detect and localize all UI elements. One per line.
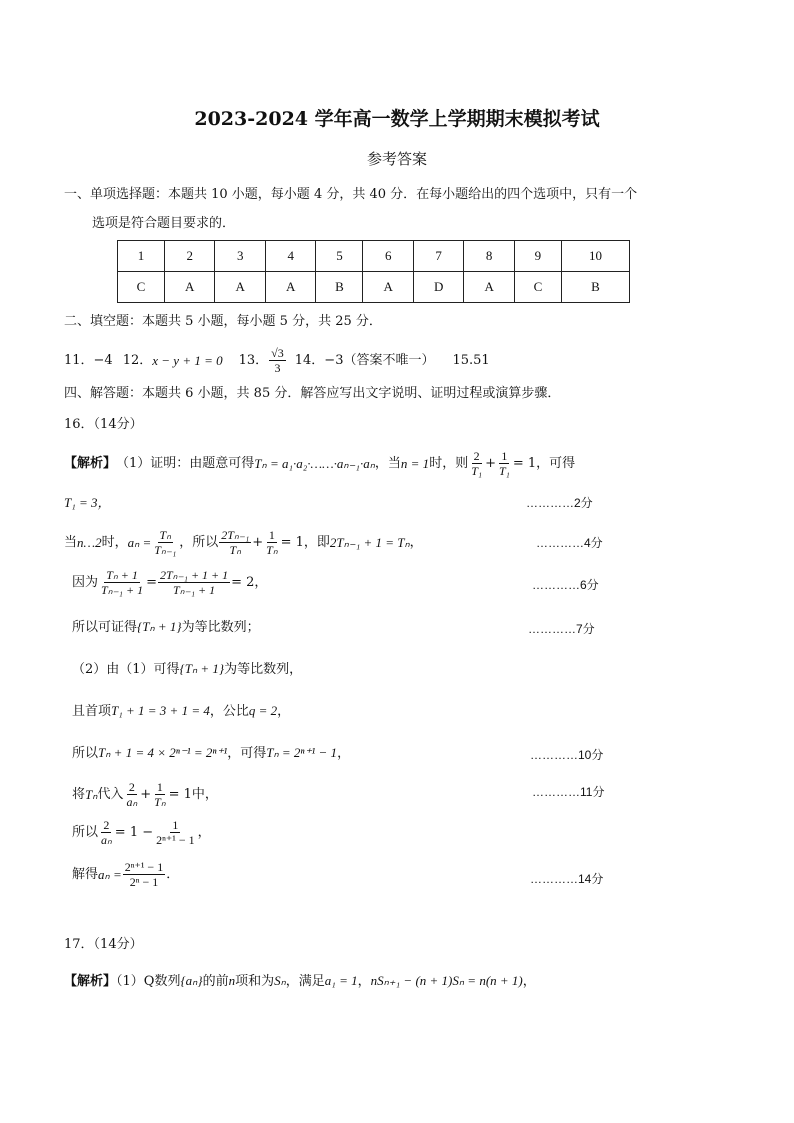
fraction	[152, 780, 167, 809]
table-cell-answer: C	[514, 272, 561, 303]
text: = 2，	[231, 574, 268, 590]
table-cell-answer: A	[215, 272, 265, 303]
fraction	[219, 528, 251, 557]
answer-13-fraction	[269, 346, 286, 375]
page-subtitle: 参考答案	[366, 150, 427, 168]
fill-in-answers	[64, 346, 490, 375]
fraction-numerator: √3	[271, 346, 284, 360]
score-marker: …………10分	[530, 748, 604, 762]
problem16-line9: 将 Tₙ 代入 $\frac{2}{\text{aₙ}}$ + $\frac{1}{\text{Tₙ}}$ = 1中，	[72, 780, 218, 809]
fraction-denominator: T₁	[471, 464, 483, 478]
equation: aₙ =	[98, 866, 122, 882]
text: 时，	[101, 534, 128, 550]
section1-heading	[64, 186, 637, 204]
fraction-denominator: Tₙ₋₁ + 1	[101, 583, 144, 597]
problem16-line6	[72, 660, 302, 679]
score-marker: …………7分	[528, 622, 595, 636]
fraction	[469, 449, 484, 478]
answer-table	[117, 240, 630, 303]
equation: q = 2	[248, 703, 278, 718]
fraction	[154, 818, 196, 847]
problem16-line11	[72, 860, 179, 889]
fraction-numerator: 1	[501, 449, 508, 463]
section1-heading-line2: 选项是符合题目要求的．	[92, 216, 236, 231]
score-marker: …………11分	[532, 785, 605, 799]
fraction	[264, 528, 279, 557]
fraction	[158, 568, 230, 597]
text: （1）证明：由题意可得	[116, 455, 255, 471]
problem16-line7	[72, 702, 290, 721]
text: 项和为	[235, 974, 275, 989]
table-cell-answer: D	[413, 272, 463, 303]
fraction-numerator: Tₙ + 1	[106, 568, 138, 582]
answer-12-label: 12．	[122, 352, 153, 368]
fraction	[152, 528, 178, 557]
section2-heading: 二、填空题：本题共 5 小题，每小题 5 分，共 25 分．	[64, 314, 382, 329]
score-marker: …………6分	[532, 578, 599, 592]
table-cell-number: 4	[265, 241, 315, 272]
equation: n…2	[77, 534, 102, 550]
fraction-denominator: 2ⁿ − 1	[129, 875, 159, 889]
equation: Tₙ = a₁·a₂·……·aₙ₋₁·aₙ	[254, 455, 375, 471]
equation: Sₙ	[274, 973, 286, 988]
score-marker: …………4分	[536, 536, 603, 550]
table-cell-number: 8	[464, 241, 514, 272]
fraction-numerator: 2Tₙ₋₁	[221, 528, 250, 542]
problem16-line1: 【解析】 （1）证明：由题意可得 Tₙ = a₁·a₂·……·aₙ₋₁·aₙ ，当 n = 1 时，则 $\frac{2}{\text{T₁}}$ + $\frac{1}{\text{T₁}}$ = 1，可得	[64, 449, 576, 478]
text: 所以可证得	[72, 620, 138, 635]
table-cell-number: 6	[363, 241, 413, 272]
answer-table-answer-row	[118, 272, 630, 303]
text: 且首项	[72, 704, 112, 719]
text: （2）由（1）可得	[72, 662, 180, 677]
text: = 1中，	[168, 786, 218, 802]
text: 时，则	[429, 455, 469, 471]
problem16-line2: T₁ = 3，	[64, 495, 111, 510]
table-cell-answer: B	[561, 272, 629, 303]
problem16-header: 16．（14分）	[64, 417, 143, 432]
text: 所以	[72, 824, 99, 840]
problem16-line8	[72, 744, 350, 763]
table-cell-number: 9	[514, 241, 561, 272]
text: ，可得	[227, 746, 267, 761]
text: ，	[409, 534, 423, 550]
answer-15: 15.51	[452, 352, 490, 368]
text: ，满足	[285, 974, 325, 989]
text: ，	[337, 746, 351, 761]
equation: {Tₙ + 1}	[137, 619, 182, 634]
text: ，所以	[179, 534, 219, 550]
text: ，	[357, 974, 371, 989]
fraction-denominator: Tₙ	[229, 543, 241, 557]
fraction	[99, 818, 114, 847]
fraction-numerator: Tₙ	[159, 528, 172, 542]
text: 将	[72, 786, 86, 802]
analysis-tag: 【解析】	[64, 455, 117, 471]
table-cell-answer: A	[464, 272, 514, 303]
fraction-numerator: 2	[103, 818, 110, 832]
table-cell-answer: A	[363, 272, 413, 303]
answer-table-number-row	[118, 241, 630, 272]
equation: T₁ + 1 = 3 + 1 = 4	[111, 703, 210, 718]
page-title: 2023-2024 学年高一数学上学期期末模拟考试	[194, 108, 600, 130]
answer-13-label: 13．	[238, 352, 269, 368]
equation: Tₙ + 1 = 4 × 2ⁿ⁻¹ = 2ⁿ⁺¹	[98, 745, 228, 760]
fraction-denominator: 3	[274, 361, 281, 375]
text: = 1，可得	[512, 455, 576, 471]
equation: Tₙ = 2ⁿ⁺¹ − 1	[266, 745, 338, 760]
text: 解得	[72, 866, 99, 882]
text: 当	[64, 534, 78, 550]
text: （1）	[116, 974, 144, 989]
text: ，公比	[209, 704, 249, 719]
fraction-numerator: 1	[156, 780, 163, 794]
text: 因为	[72, 574, 99, 590]
text: ，	[277, 704, 291, 719]
problem17-header: 17．（14分）	[64, 937, 143, 952]
fraction-denominator: Tₙ	[266, 543, 278, 557]
text: 所以	[72, 746, 99, 761]
equation: Tₙ	[85, 786, 98, 802]
equation: {aₙ}	[180, 973, 203, 988]
fraction-numerator: 2	[128, 780, 135, 794]
problem16-line3: 当 n…2 时， aₙ = $\frac{\text{Tₙ}}{\text{Tₙ₋₁}}$ ，所以 $\frac{\text{2Tₙ₋₁}}{\text{Tₙ}}$ + $\frac{1}{\text{Tₙ}}$ = 1，即 2Tₙ₋₁ + 1 = Tₙ ，	[64, 528, 423, 557]
answer-11: 11．−4	[64, 352, 113, 368]
fraction	[123, 860, 165, 889]
table-cell-answer: B	[316, 272, 363, 303]
table-cell-number: 2	[165, 241, 215, 272]
equation: aₙ =	[127, 534, 152, 550]
table-cell-number: 7	[413, 241, 463, 272]
text: ，	[522, 974, 536, 989]
text: 为等比数列，	[224, 662, 303, 677]
equation: nSₙ₊₁ − (n + 1)Sₙ = n(n + 1)	[370, 973, 523, 988]
equation: n	[228, 973, 236, 988]
equation: n = 1	[400, 455, 430, 471]
table-cell-number: 3	[215, 241, 265, 272]
table-cell-answer: C	[118, 272, 165, 303]
problem16-line4: 因为 $\frac{\text{Tₙ + 1}}{\text{Tₙ₋₁ + 1}}$ = $\frac{\text{2Tₙ₋₁ + 1 + 1}}{\text{Tₙ₋₁ + 1}}$ = 2，	[72, 568, 268, 597]
answer-14: 14．−3（答案不唯一）	[294, 352, 435, 368]
text: ．	[166, 866, 180, 882]
score-marker: …………2分	[526, 496, 593, 510]
section1-heading-line1: 一、单项选择题：本题共 10 小题，每小题 4 分，共 40 分．在每小题给出的四个选项中，只有一个	[64, 187, 638, 202]
fraction-denominator: Tₙ₋₁	[154, 543, 177, 557]
symbol: Q	[143, 974, 155, 989]
fraction-denominator: aₙ	[126, 795, 138, 809]
fraction-numerator: 1	[268, 528, 275, 542]
equation: {Tₙ + 1}	[179, 661, 225, 676]
text: = 1，即	[280, 534, 330, 550]
answer-12: x − y + 1 = 0	[152, 352, 223, 368]
fraction-denominator: Tₙ	[154, 795, 166, 809]
fraction-denominator: aₙ	[101, 833, 112, 847]
table-cell-number: 10	[561, 241, 629, 272]
fraction-denominator: T₁	[498, 464, 510, 478]
problem17-line1	[64, 972, 536, 991]
section4-heading: 四、解答题：本题共 6 小题，共 85 分．解答应写出文字说明、证明过程或演算步骤．	[64, 386, 561, 401]
text: 的前	[202, 974, 229, 989]
fraction	[99, 568, 145, 597]
text: ，当	[374, 455, 401, 471]
text: 数列	[154, 974, 181, 989]
text: = 1 −	[114, 824, 154, 840]
table-cell-number: 1	[118, 241, 165, 272]
fraction-numerator: 2Tₙ₋₁ + 1 + 1	[159, 568, 229, 582]
equation: a₁ = 1	[324, 973, 358, 988]
text: 代入	[97, 786, 124, 802]
text: ，	[197, 824, 211, 840]
fraction	[124, 780, 139, 809]
table-cell-answer: A	[165, 272, 215, 303]
problem16-line10	[72, 818, 211, 847]
fraction-denominator: Tₙ₋₁ + 1	[173, 583, 216, 597]
fraction	[497, 449, 512, 478]
analysis-tag: 【解析】	[64, 974, 117, 989]
equation: 2Tₙ₋₁ + 1 = Tₙ	[329, 534, 410, 550]
table-cell-number: 5	[316, 241, 363, 272]
text: 为等比数列；	[181, 620, 260, 635]
fraction-denominator: 2ⁿ⁺¹ − 1	[156, 833, 195, 847]
fraction-numerator: 1	[172, 818, 179, 832]
table-cell-answer: A	[265, 272, 315, 303]
score-marker: …………14分	[530, 872, 604, 886]
fraction-numerator: 2ⁿ⁺¹ − 1	[124, 860, 164, 874]
fraction-numerator: 2	[473, 449, 480, 463]
problem16-line5	[72, 618, 260, 637]
